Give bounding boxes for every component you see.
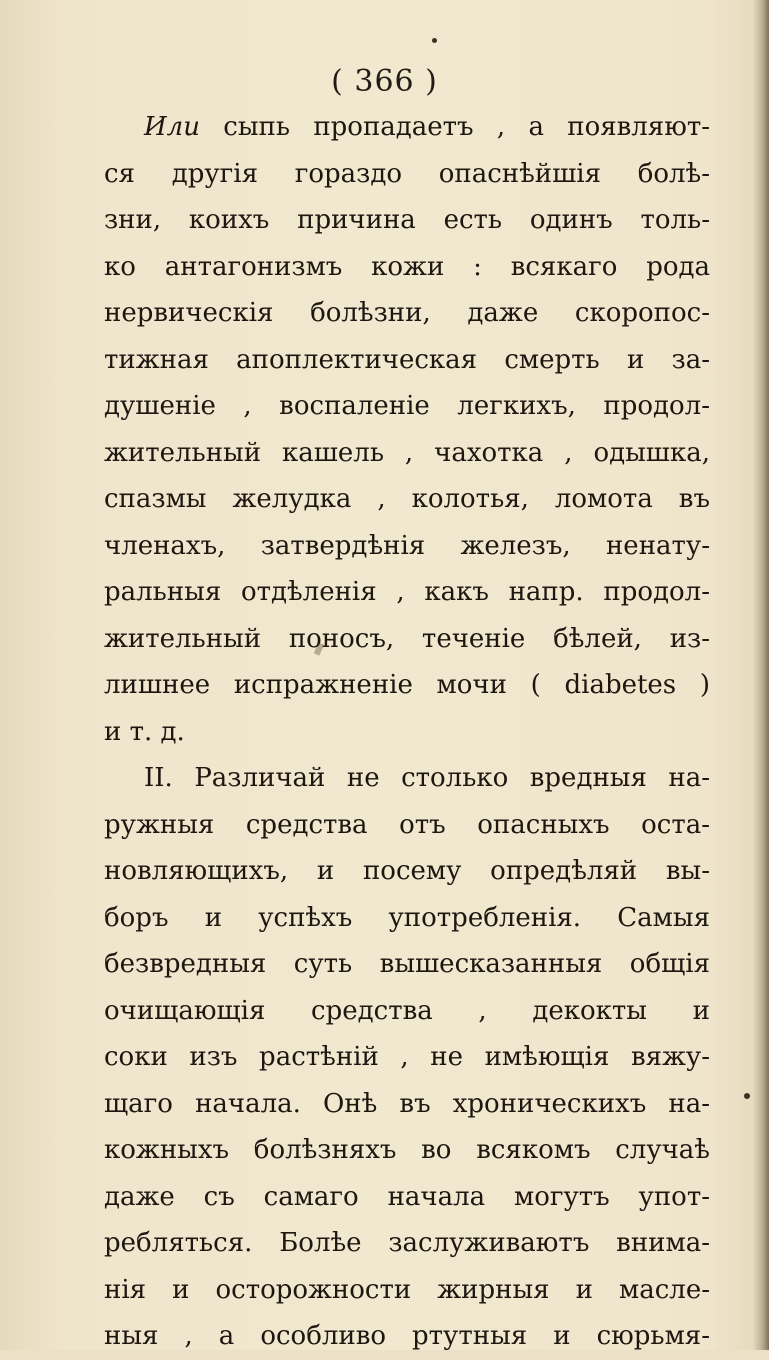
text-line: ральныя отдѣленія , какъ напр. продол- — [104, 577, 710, 607]
text-line: жительный кашель , чахотка , одышка, — [104, 437, 710, 468]
text-line: ся другія гораздо опаснѣйшія болѣ- — [104, 158, 710, 189]
text-line: ружныя средства отъ опасныхъ оста- — [104, 809, 710, 840]
italic-word: Или — [144, 112, 200, 142]
text-line: душеніе , воспаленіе легкихъ, продол- — [104, 391, 710, 421]
page-edge-shadow — [753, 0, 769, 1350]
body-text — [104, 104, 710, 1360]
page-number: ( 366 ) — [331, 64, 438, 99]
paragraph-heading-line: II. Различай не столько вредныя на- — [144, 763, 710, 793]
text-line: кожныхъ болѣзняхъ во всякомъ случаѣ — [104, 1135, 710, 1165]
text-line: даже съ самаго начала могутъ упот- — [104, 1181, 710, 1212]
text-line: соки изъ растѣній , не имѣющія вяжу- — [104, 1042, 710, 1072]
text-line: и т. д. — [104, 716, 185, 747]
text-line: спазмы желудка , колотья, ломота въ — [104, 484, 710, 514]
text-line: зни, коихъ причина есть одинъ толь- — [104, 205, 710, 235]
text-line: Или сыпь пропадаетъ , а появляют- — [144, 112, 710, 142]
ink-dot — [432, 38, 437, 43]
text-line: новляющихъ, и посему опредѣляй вы- — [104, 856, 710, 886]
text-line: ко антагонизмъ кожи : всякаго рода — [104, 251, 710, 282]
text-line: боръ и успѣхъ употребленія. Самыя — [104, 902, 710, 933]
text-line: жительный поносъ, теченіе бѣлей, из- — [104, 623, 710, 654]
text-line: очищающія средства , декокты и — [104, 995, 710, 1026]
text-line: ребляться. Болѣе заслуживаютъ внима- — [104, 1228, 710, 1258]
text-line: нія и осторожности жирныя и масле- — [104, 1274, 710, 1305]
text-line: безвредныя суть вышесказанныя общія — [104, 949, 710, 979]
text-line: щаго начала. Онѣ въ хроническихъ на- — [104, 1088, 710, 1119]
text-line: лишнее испражненіе мочи ( diabetes ) — [104, 670, 710, 700]
margin-mark — [744, 1093, 750, 1099]
text-line: тижная апоплектическая смерть и за- — [104, 344, 710, 375]
text-line: нервическія болѣзни, даже скоропос- — [104, 298, 710, 328]
text-line: членахъ, затвердѣнія железъ, ненату- — [104, 530, 710, 561]
text-line: ныя , а особливо ртутныя и сюрьмя- — [104, 1321, 710, 1351]
